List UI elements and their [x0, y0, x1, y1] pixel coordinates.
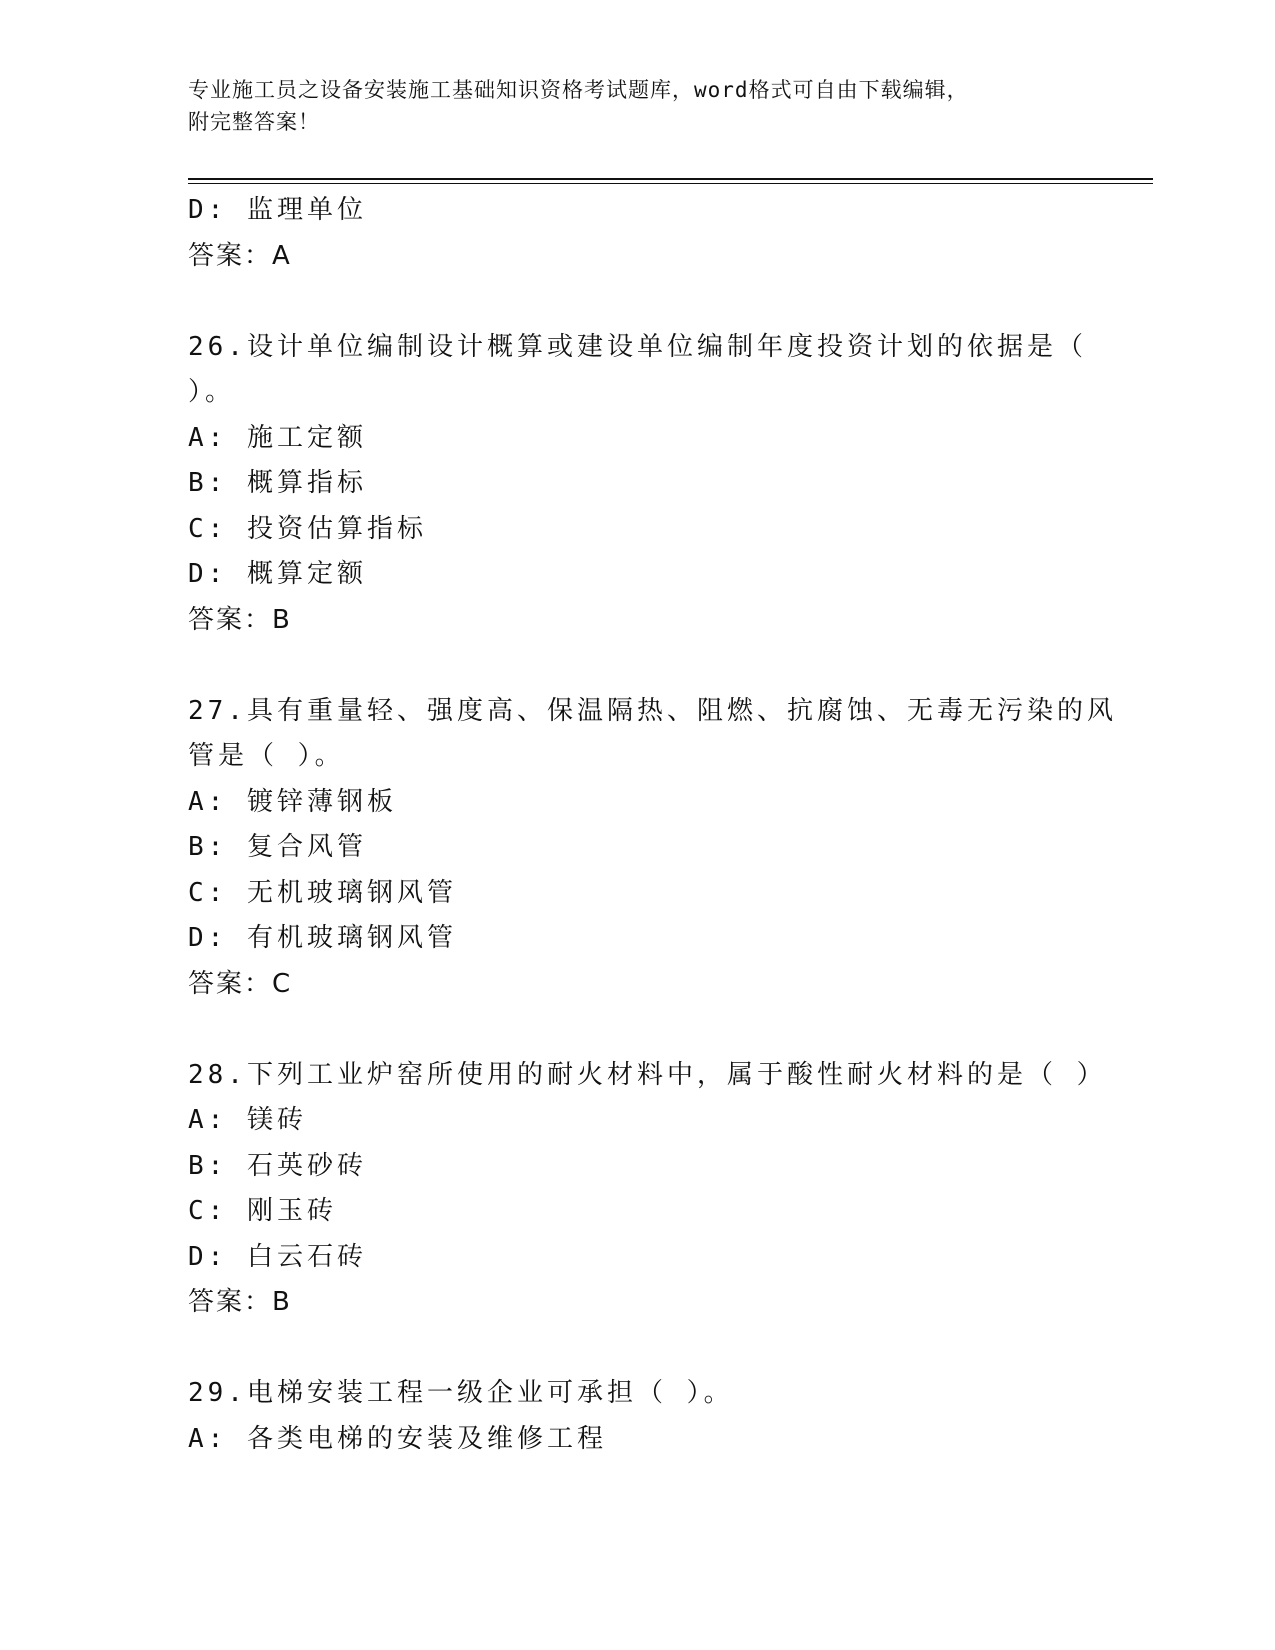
question-text: 26.设计单位编制设计概算或建设单位编制年度投资计划的依据是（ — [188, 331, 1087, 362]
option-a: A: 镀锌薄钢板 — [188, 786, 397, 817]
option-d: D: 白云石砖 — [188, 1241, 367, 1272]
header-divider — [188, 183, 1153, 184]
option-b: B: 概算指标 — [188, 468, 367, 498]
option-d: D: 有机玻璃钢风管 — [188, 923, 457, 953]
question-26 — [188, 325, 1153, 644]
question-text: 管是（ ）。 — [188, 741, 345, 771]
spacer — [188, 1007, 1153, 1053]
option-d: D: 监理单位 — [188, 195, 367, 225]
option-c: C: 无机玻璃钢风管 — [188, 877, 457, 908]
answer-line: 答案：A — [188, 240, 292, 271]
spacer — [188, 643, 1153, 689]
question-27 — [188, 689, 1153, 1008]
option-a: A: 各类电梯的安装及维修工程 — [188, 1423, 607, 1454]
option-b: B: 石英砂砖 — [188, 1150, 367, 1181]
question-text: 28.下列工业炉窑所使用的耐火材料中，属于酸性耐火材料的是（ ） — [188, 1059, 1107, 1090]
question-text: ）。 — [188, 377, 236, 407]
option-c: C: 刚玉砖 — [188, 1196, 337, 1226]
option-b: B: 复合风管 — [188, 832, 367, 862]
question-text: 27.具有重量轻、强度高、保温隔热、阻燃、抗腐蚀、无毒无污染的风 — [188, 695, 1117, 726]
question-28 — [188, 1053, 1153, 1326]
answer-line: 答案：B — [188, 1287, 292, 1317]
document-header — [188, 74, 1088, 138]
option-a: A: 镁砖 — [188, 1105, 307, 1135]
option-d: D: 概算定额 — [188, 559, 367, 589]
answer-line: 答案：B — [188, 604, 292, 635]
option-c: C: 投资估算指标 — [188, 513, 427, 544]
question-29 — [188, 1371, 1153, 1462]
answer-line: 答案：C — [188, 968, 293, 999]
option-a: A: 施工定额 — [188, 422, 367, 453]
header-line: 专业施工员之设备安装施工基础知识资格考试题库，word格式可自由下载编辑， — [188, 78, 969, 102]
question-list — [188, 188, 1153, 1462]
header-divider — [188, 178, 1153, 180]
header-line: 附完整答案！ — [188, 110, 320, 134]
spacer — [188, 1326, 1153, 1372]
question-text: 29.电梯安装工程一级企业可承担（ ）。 — [188, 1378, 734, 1408]
spacer — [188, 279, 1153, 325]
